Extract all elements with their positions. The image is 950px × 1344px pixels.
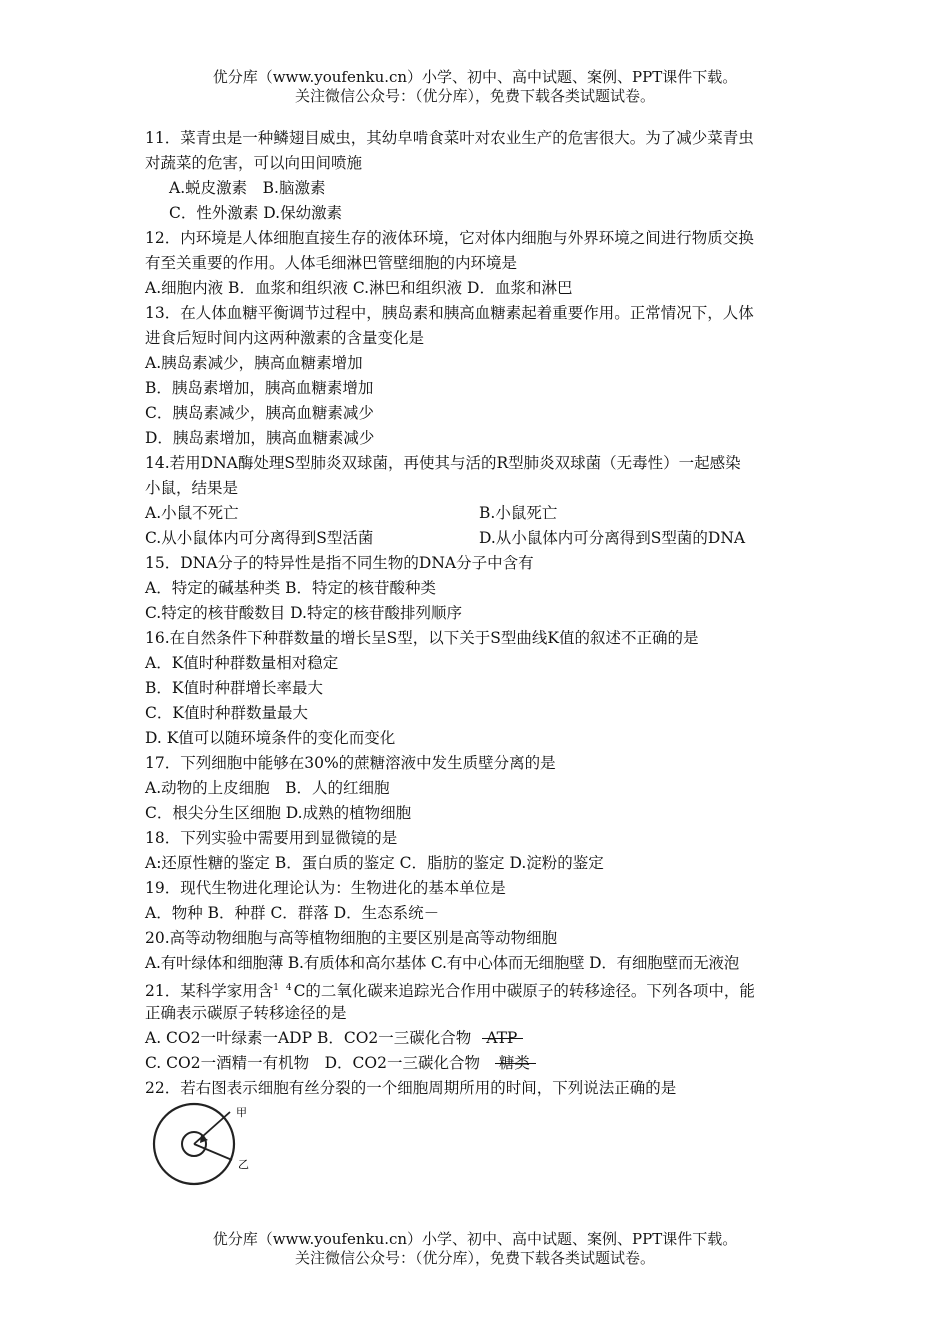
q21-isotope-superscript: 1 4 [273,983,294,993]
page-header [0,68,950,106]
q18-options: A:还原性糖的鉴定 B．蛋白质的鉴定 C．脂肪的鉴定 D.淀粉的鉴定 [145,854,604,872]
q18-stem: 18．下列实验中需要用到显微镜的是 [145,829,398,847]
q21-option-cd: C. CO2一酒精一有机物 D．CO2一三碳化合物 [145,1054,480,1072]
q16-option-d: D. K值可以随环境条件的变化而变化 [145,729,396,747]
q12-options: A.细胞内液 B．血浆和组织液 C.淋巴和组织液 D．血浆和淋巴 [145,279,573,297]
q17-options-2: C．根尖分生区细胞 D.成熟的植物细胞 [145,804,412,822]
q11-stem-2: 对蔬菜的危害，可以向田间喷施 [145,154,363,172]
q15-stem: 15．DNA分子的特异性是指不同生物的DNA分子中含有 [145,554,534,572]
q14-options-row-2 [145,526,810,551]
q16-option-c: C．K值时种群数量最大 [145,704,308,722]
header-line-1: 优分库（www.youfenku.cn）小学、初中、高中试题、案例、PPT课件下载。 [212,68,738,86]
q14-stem-2: 小鼠，结果是 [145,479,239,497]
q11-stem-1: 11．菜青虫是一种鳞翅目威虫，其幼皁啃食菜叶对农业生产的危害很大。为了减少菜青虫 [145,129,754,147]
q16-option-a: A．K值时种群数量相对稳定 [145,654,339,672]
q11-options-1: A.蜕皮激素 B.脑激素 [169,179,326,197]
footer-line-1: 优分库（www.youfenku.cn）小学、初中、高中试题、案例、PPT课件下载。 [212,1230,738,1248]
cell-cycle-diagram [152,1098,262,1198]
radius-line-yi [194,1144,232,1160]
q21-options-2 [145,1051,810,1076]
q21-stem-1-pre: 21．某科学家用含 [145,982,274,1000]
q21-options-1 [145,1026,810,1051]
label-yi: 乙 [238,1158,249,1171]
exam-content [145,126,810,1101]
q19-options: A．物种 B．种群 C．群落 D．生态系统－ [145,904,440,922]
q17-stem: 17．下列细胞中能够在30%的蔗糖溶液中发生质壁分离的是 [145,754,556,772]
q17-options-1: A.动物的上皮细胞 B．人的红细胞 [145,779,390,797]
q20-stem: 20.高等动物细胞与高等植物细胞的主要区别是高等动物细胞 [145,929,558,947]
q13-stem-1: 13．在人体血糖平衡调节过程中，胰岛素和胰高血糖素起着重要作用。正常情况下，人体 [145,304,754,322]
q11-options-2: C．性外激素 D.保幼激素 [169,204,343,222]
q15-options-1: A．特定的碱基种类 B．特定的核苷酸种类 [145,579,437,597]
q16-stem: 16.在自然条件下种群数量的增长呈S型，以下关于S型曲线K值的叙述不正确的是 [145,629,699,647]
q15-options-2: C.特定的核苷酸数目 D.特定的核苷酸排列顺序 [145,604,462,622]
page-footer [0,1230,950,1268]
q14-option-c: C.从小鼠体内可分离得到S型活菌 [145,529,374,547]
radius-line-jia [194,1112,230,1144]
q14-options-row-1 [145,501,810,526]
q14-stem-1: 14.若用DNA酶处理S型肺炎双球菌，再使其与活的R型肺炎双球菌（无毒性）一起感染 [145,454,741,472]
q14-option-d: D.从小鼠体内可分离得到S型菌的DNA [479,529,746,547]
footer-line-2: 关注微信公众号：（优分库），免费下载各类试题试卷。 [294,1249,655,1267]
q19-stem: 19．现代生物进化理论认为：生物进化的基本单位是 [145,879,506,897]
q16-option-b: B．K值时种群增长率最大 [145,679,323,697]
label-jia: 甲 [236,1106,247,1119]
q21-stem-1-post: C的二氧化碳来追踪光合作用中碳原子的转移途径。下列各项中，能 [293,982,755,1000]
q12-stem-2: 有至关重要的作用。人体毛细淋巴管壁细胞的内环境是 [145,254,518,272]
q13-option-d: D．胰岛素增加，胰高血糖素减少 [145,429,375,447]
q21-stem-2: 正确表示碳原子转移途径的是 [145,1004,347,1022]
q13-option-b: B．胰岛素增加，胰高血糖素增加 [145,379,374,397]
q21-option-ab: A. CO2一叶绿素一ADP B．CO2一三碳化合物 [145,1029,472,1047]
q14-option-b: B.小鼠死亡 [479,504,558,522]
q13-option-a: A.胰岛素减少，胰高血糖素增加 [145,354,363,372]
q13-option-c: C．胰岛素减少，胰高血糖素减少 [145,404,374,422]
q14-option-a: A.小鼠不死亡 [145,504,239,522]
q21-option-d-end: 糖类 [499,1051,530,1076]
q12-stem-1: 12．内环境是人体细胞直接生存的液体环境，它对体内细胞与外界环境之间进行物质交换 [145,229,754,247]
q21-option-b-end: ATP [486,1026,517,1051]
q22-stem: 22．若右图表示细胞有丝分裂的一个细胞周期所用的时间，下列说法正确的是 [145,1079,677,1097]
header-line-2: 关注微信公众号：（优分库），免费下载各类试题试卷。 [294,87,655,105]
q13-stem-2: 进食后短时间内这两种激素的含量变化是 [145,329,425,347]
q20-options: A.有叶绿体和细胞薄 B.有质体和高尔基体 C.有中心体而无细胞壁 D．有细胞壁而无液泡 [145,954,740,972]
q21-stem-1 [145,976,810,1001]
